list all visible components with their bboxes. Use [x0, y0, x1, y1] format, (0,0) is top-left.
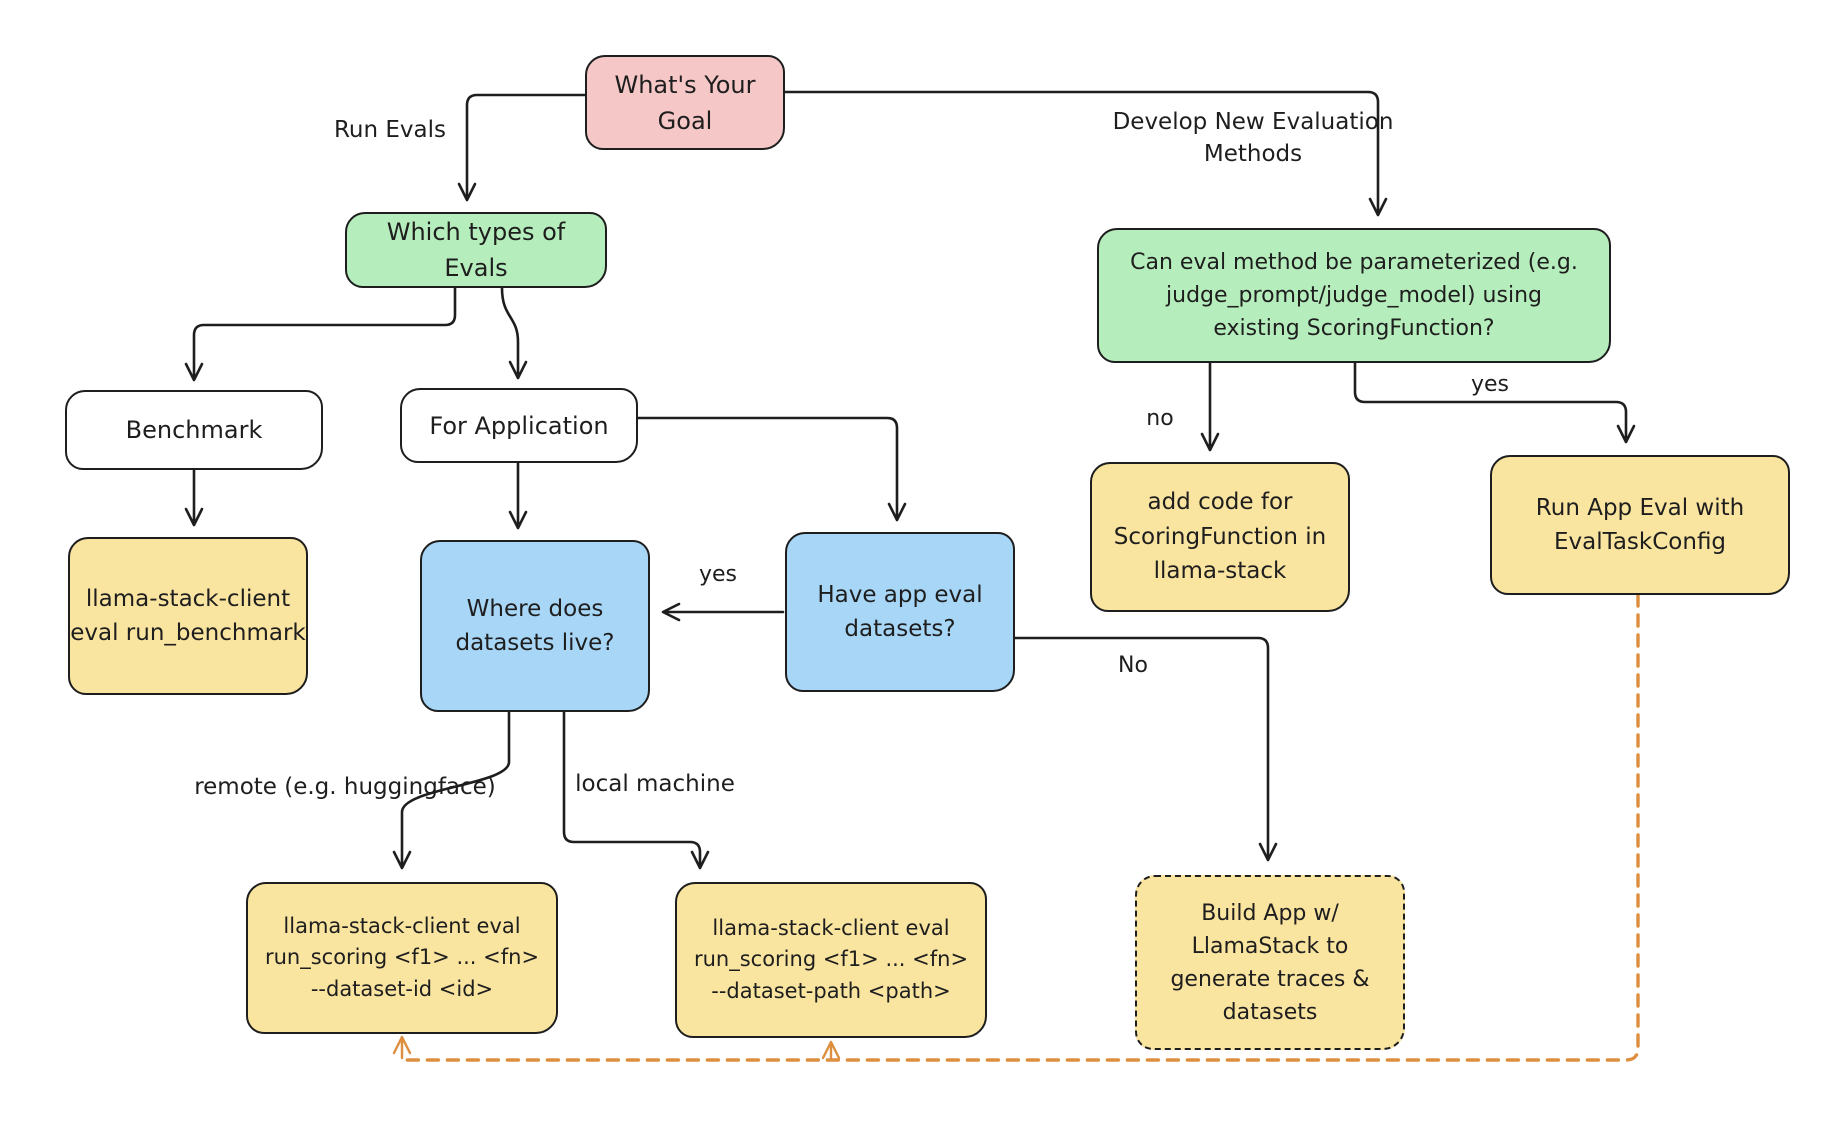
node-for-application [400, 388, 638, 463]
node-line: llama-stack-client [85, 585, 291, 612]
node-add-code-for-scoring-function [1090, 462, 1350, 612]
edge-label-yes-parameterized: yes [1470, 372, 1510, 397]
node-line: run_scoring <f1> ... <fn> [693, 947, 969, 972]
node-line: add code for [1147, 489, 1293, 516]
node-line: existing ScoringFunction? [1213, 316, 1495, 341]
node-line: Benchmark [125, 416, 263, 444]
node-line: eval run_benchmark [70, 620, 306, 646]
node-line: ScoringFunction in [1113, 523, 1327, 550]
node-whats-your-goal [585, 55, 785, 150]
edge-goal-to-which-types [459, 95, 585, 200]
node-line: --dataset-id <id> [310, 976, 494, 1001]
node-where-does-datasets-live [420, 540, 650, 712]
feedback-arrowhead-run-scoring-id [394, 1037, 410, 1058]
node-line: datasets? [844, 616, 956, 642]
node-line: llama-stack-client eval [283, 913, 521, 938]
node-line: LlamaStack to [1191, 933, 1349, 959]
node-line: What's Your [614, 70, 756, 99]
node-which-types-of-evals [345, 212, 607, 288]
node-line: Which types of [386, 218, 566, 246]
edge-benchmark-to-run-benchmark [186, 470, 202, 525]
node-line: datasets [1222, 999, 1318, 1025]
node-line: Can eval method be parameterized (e.g. [1130, 250, 1578, 275]
edge-label-run-evals: Run Evals [333, 117, 447, 143]
node-run-scoring-dataset-path-command [675, 882, 987, 1038]
edge-which-types-to-benchmark [186, 288, 455, 380]
node-run-scoring-dataset-id-command [246, 882, 558, 1034]
node-line: EvalTaskConfig [1553, 529, 1727, 555]
node-have-app-eval-datasets [785, 532, 1015, 692]
node-line: judge_prompt/judge_model) using [1166, 283, 1542, 308]
node-line: Evals [444, 254, 508, 282]
edge-label-remote-huggingface: remote (e.g. huggingface) [194, 774, 496, 800]
node-line: llama-stack-client eval [712, 915, 950, 940]
node-line: datasets live? [455, 630, 615, 656]
edge-can-parameterized-no-to-add-code [1202, 363, 1218, 450]
edge-which-types-to-for-application [502, 288, 526, 378]
node-line: Run App Eval with [1535, 494, 1745, 521]
node-build-app-with-llamastack [1135, 875, 1405, 1050]
node-line: run_scoring <f1> ... <fn> [264, 945, 540, 970]
node-can-eval-method-be-parameterized [1097, 228, 1611, 363]
edge-label-line: Methods [1203, 141, 1303, 168]
node-run-benchmark-command [68, 537, 308, 695]
node-line: Have app eval [817, 581, 983, 608]
node-benchmark [65, 390, 323, 470]
edge-for-application-to-have-datasets [638, 418, 905, 520]
edge-label-local-machine: local machine [575, 771, 735, 797]
node-line: llama-stack [1153, 558, 1287, 585]
edge-label-no-have-datasets: No [1118, 653, 1148, 678]
edge-have-datasets-yes-to-where-datasets [663, 604, 783, 620]
node-line: Build App w/ [1201, 900, 1339, 926]
edge-label-no-parameterized: no [1146, 406, 1174, 431]
node-line: Where does [466, 595, 604, 622]
node-line: --dataset-path <path> [711, 978, 951, 1003]
node-line: For Application [429, 411, 609, 440]
edge-label-develop-new-evaluation-methods [1090, 106, 1416, 170]
node-run-app-eval-with-evaltaskconfig [1490, 455, 1790, 595]
feedback-arrowhead-run-scoring-path [823, 1042, 839, 1058]
edge-label-yes-have-datasets: yes [698, 562, 738, 587]
node-line: Goal [657, 106, 713, 135]
edge-for-application-to-where-datasets [510, 463, 526, 528]
node-line: generate traces & [1170, 966, 1370, 992]
edge-label-line: Develop New Evaluation [1112, 109, 1394, 135]
